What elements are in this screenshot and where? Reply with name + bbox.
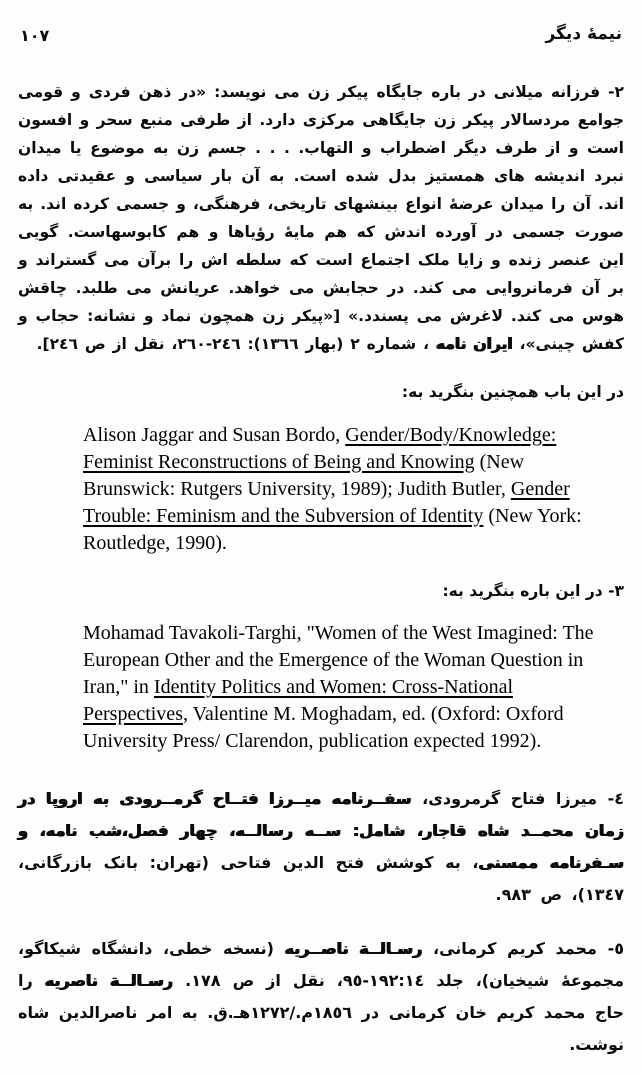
text-run: Alison Jaggar and Susan Bordo, <box>83 423 346 446</box>
underlined-title: Identity Politics and Women: Cross-National Perspectives <box>83 676 514 725</box>
footnote-4-text <box>18 783 624 911</box>
page-header <box>18 22 624 48</box>
bold-title: رسـالــة ناصــریه <box>284 939 423 958</box>
text-run: , Valentine M. Moghadam, ed. (Oxford: Oxford University Press/ Clarendon, publication expected 1992). <box>83 703 564 752</box>
bold-title: ایران نامه <box>435 335 513 353</box>
text-run: Mohamad Tavakoli-Targhi, "Women of the West Imagined: The European Other and the Emergence of the Woman Question in Iran," in <box>83 622 594 698</box>
bold-title: سفــرنامه میــرزا فتــاح گرمــرودی به اروپا در زمان محمــد شاه قاجار، شامل: ســه رسالــه، چهار فصل،شب نامه، و سـفرنامه ممسنی <box>18 789 624 872</box>
footnote-3-intro: ٣- در این باره بنگرید به: <box>442 581 624 600</box>
text-run: ٢- فرزانه میلانی در باره جایگاه پیکر زن می نویسد: «در ذهن فردی و قومی جوامع مردسالار پیکر زن جایگاهی مرکزی دارد. از طرفی منبع سحر و افسون است و از طرف دیگر اضطراب و التهاب. . . . جسم زن به موضوع یا میدان نبرد اندیشه های همستیز بدل شده است. به آن بار سیاسی و عقیدتی داده اند. آن را میدان عرضهٔ انواع بینشهای تاریخی، فرهنگی، و جسمی کرده اند. به صورت جسمی در آورده اندش که هم مایهٔ رؤیاها و هم کابوسهاست. گویی این عنصر زنده و زایا ملک اجتماع است که سلطه اش را برآن می گستراند و بر آن فرمانروایی می کند. در حجابش می خواهد. عریانش می طلبد. چاقش هوس می کند. لاغرش می پسندد.» [«پیکر زن همچون نماد و نشانه: حجاب و کفش چینی»، <box>18 83 624 353</box>
bold-title: رسـالــة ناصریه <box>44 971 174 990</box>
footnote-2-text <box>18 78 624 358</box>
underlined-title: Gender/Body/Knowledge: Feminist Reconstructions of Being and Knowing <box>83 423 557 473</box>
citation-tavakoli-targhi <box>83 620 616 755</box>
page-number: ١٠٧ <box>20 26 50 45</box>
footnote-2-see-also: در این باب همچنین بنگرید به: <box>401 383 624 401</box>
text-run: (New Brunswick: Rutgers University, 1989); Judith Butler, <box>83 450 525 500</box>
underlined-title: Gender Trouble: Feminism and the Subversion of Identity <box>83 477 570 527</box>
text-run: (New York: Routledge, 1990). <box>83 504 582 554</box>
text-run: ٤- میرزا فتاح گرمرودی، <box>411 789 625 808</box>
text-run: را حاج محمد کریم خان کرمانی در ١٨٥٦م./١٢٧٢هـ.ق. به امر ناصرالدین شاه نوشت. <box>18 971 624 1054</box>
footnote-5-text <box>18 933 624 1061</box>
text-run: ، به کوشش فتح الدین فتاحی (تهران: بانک بازرگانی، ١٣٤٧)، ص ٩٨٣. <box>18 853 624 904</box>
text-run: (نسخه خطی، دانشگاه شیکاگو، مجموعهٔ شیخیان)، جلد ١٩٢:١٤-٩٥، نقل از ص ١٧٨. <box>18 939 624 990</box>
journal-title: نیمهٔ دیگر <box>545 24 622 44</box>
text-run: ٥- محمد کریم کرمانی، <box>422 939 625 958</box>
citation-jaggar-bordo <box>83 422 616 557</box>
text-run: ، شماره ٢ (بهار ١٣٦٦): ٢٤٦-٢٦٠، نقل از ص ٢٤٦]. <box>36 335 436 353</box>
